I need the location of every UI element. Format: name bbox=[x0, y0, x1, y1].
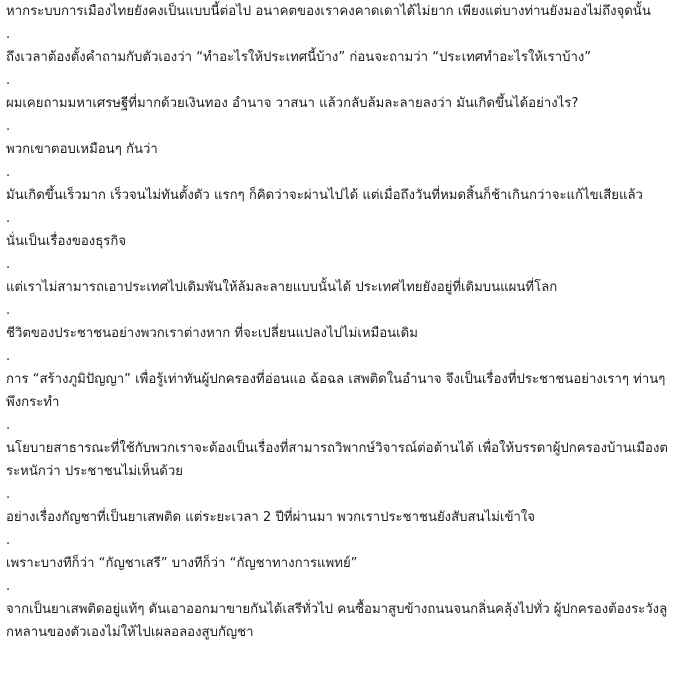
paragraph: อย่างเรื่องกัญชาที่เป็นยาเสพติด แต่ระยะเวลา 2 ปีที่ผ่านมา พวกเราประชาชนยังสับสนไม่เข้าใจ bbox=[6, 510, 536, 525]
separator-dot: . bbox=[6, 579, 11, 594]
paragraph: นั่นเป็นเรื่องของธุรกิจ bbox=[6, 234, 127, 249]
separator-dot: . bbox=[6, 27, 11, 42]
separator-dot: . bbox=[6, 119, 11, 134]
separator-dot: . bbox=[6, 303, 11, 318]
paragraph: พวกเขาตอบเหมือนๆ กันว่า bbox=[6, 142, 158, 157]
separator-dot: . bbox=[6, 73, 11, 88]
paragraph: เพราะบางทีก็ว่า “กัญชาเสรี” บางทีก็ว่า “กัญชาทางการแพทย์” bbox=[6, 556, 358, 571]
separator-dot: . bbox=[6, 257, 11, 272]
paragraph: ชีวิตของประชาชนอย่างพวกเราต่างหาก ที่จะเปลี่ยนแปลงไปไม่เหมือนเดิม bbox=[6, 326, 418, 341]
paragraph: ถึงเวลาต้องตั้งคำถามกับตัวเองว่า “ทำอะไรให้ประเทศนี้บ้าง” ก่อนจะถามว่า “ประเทศทำอะไรให้เราบ้าง” bbox=[6, 50, 592, 65]
separator-dot: . bbox=[6, 211, 11, 226]
paragraph: จากเป็นยาเสพติดอยู่แท้ๆ ดันเอาออกมาขายกันได้เสรีทั่วไป คนซื้อมาสูบข้างถนนจนกลิ่นคลุ้งไปทั่ว ผู้ปกครองต้องระวังลูกหลานของตัวเองไม่ให้ไปเผลอลองสูบกัญชา bbox=[6, 602, 668, 640]
paragraph: แต่เราไม่สามารถเอาประเทศไปเดิมพันให้ล้มละลายแบบนั้นได้ ประเทศไทยยังอยู่ที่เดิมบนแผนที่โลก bbox=[6, 280, 558, 295]
separator-dot: . bbox=[6, 165, 11, 180]
paragraph: นโยบายสาธารณะที่ใช้กับพวกเราจะต้องเป็นเรื่องที่สามารถวิพากษ์วิจารณ์ต่อต้านได้ เพื่อให้บรรดาผู้ปกครองบ้านเมืองตระหนักว่า ประชาชนไม่เห็นด้วย bbox=[6, 441, 668, 479]
paragraph: มันเกิดขึ้นเร็วมาก เร็วจนไม่ทันตั้งตัว แรกๆ ก็คิดว่าจะผ่านไปได้ แต่เมื่อถึงวันที่หมดสิ้นก็ช้าเกินกว่าจะแก้ไขเสียแล้ว bbox=[6, 188, 643, 203]
separator-dot: . bbox=[6, 418, 11, 433]
post-body bbox=[6, 0, 670, 644]
separator-dot: . bbox=[6, 349, 11, 364]
paragraph: การ “สร้างภูมิปัญญา” เพื่อรู้เท่าทันผู้ปกครองที่อ่อนแอ ฉ้อฉล เสพติดในอำนาจ จึงเป็นเรื่องที่ประชาชนอย่างเราๆ ท่านๆ พึงกระทำ bbox=[6, 372, 666, 410]
paragraph: หากระบบการเมืองไทยยังคงเป็นแบบนี้ต่อไป อนาคตของเราคงคาดเดาได้ไม่ยาก เพียงแต่บางท่านยังมองไม่ถึงจุดนั้น bbox=[6, 4, 651, 19]
separator-dot: . bbox=[6, 533, 11, 548]
paragraph: ผมเคยถามมหาเศรษฐีที่มากด้วยเงินทอง อำนาจ วาสนา แล้วกลับล้มละลายลงว่า มันเกิดขึ้นได้อย่างไร? bbox=[6, 96, 579, 111]
separator-dot: . bbox=[6, 487, 11, 502]
